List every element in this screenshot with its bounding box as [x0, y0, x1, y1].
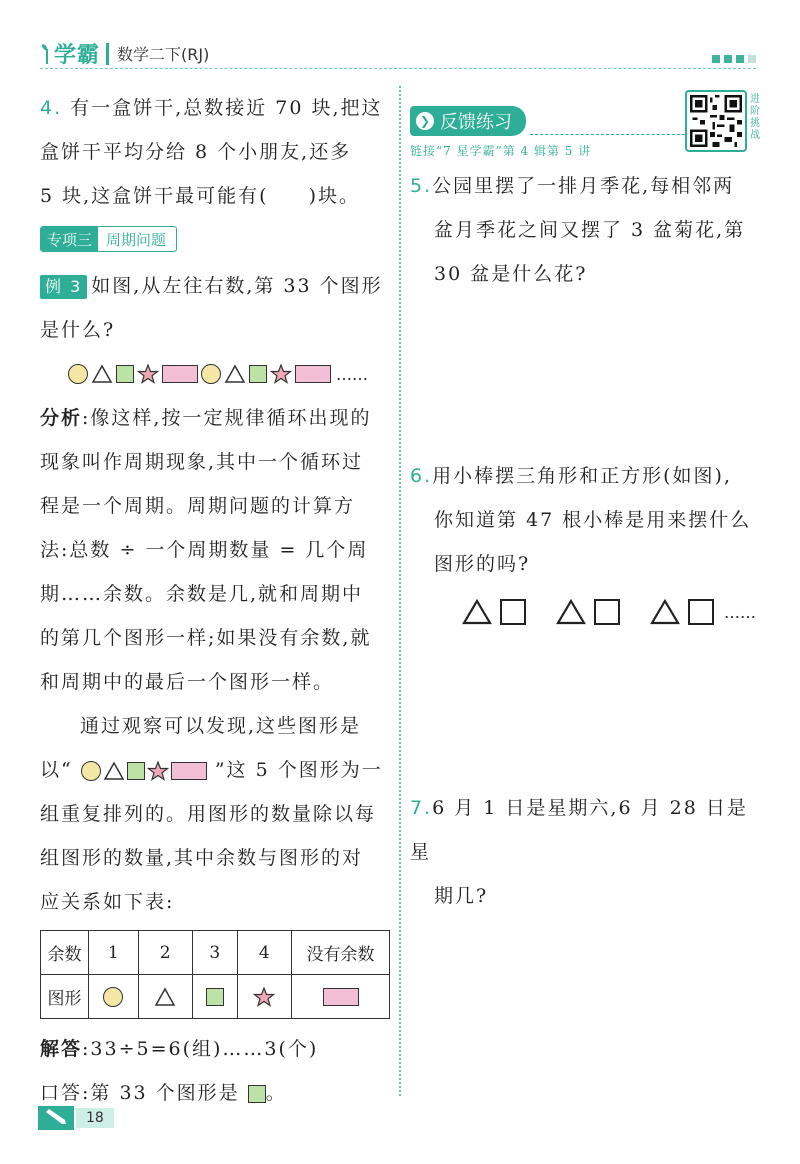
square-icon — [249, 365, 267, 383]
triangle-icon — [103, 761, 125, 781]
ellipsis: …… — [724, 602, 756, 622]
table-cell: 1 — [89, 931, 139, 975]
triangle-icon — [556, 599, 586, 625]
question-number: 5. — [410, 175, 433, 197]
question-text: 图形的吗? — [434, 553, 531, 575]
ellipsis: …… — [336, 364, 368, 384]
header-divider — [40, 68, 756, 69]
question-text: 你知道第 47 根小棒是用来摆什么 — [434, 509, 752, 531]
left-column — [40, 86, 390, 1115]
square-icon — [248, 1085, 266, 1103]
section-tag — [40, 226, 177, 252]
analysis-text: 期……余数。余数是几,就和周期中 — [40, 583, 364, 605]
rectangle-icon — [162, 365, 198, 383]
remainder-table — [40, 930, 390, 1019]
square-icon — [500, 599, 526, 625]
circle-icon — [103, 987, 123, 1007]
square-icon — [688, 599, 714, 625]
column-divider — [399, 86, 401, 1096]
question-text: 5 块,这盒饼干最可能有( — [40, 185, 269, 207]
circle-icon — [201, 364, 221, 384]
section-title: 周期问题 — [106, 230, 167, 249]
feedback-title: 反馈练习 — [440, 112, 512, 133]
section-label: 专项三 — [41, 227, 98, 251]
example-badge: 例 3 — [40, 275, 87, 299]
question-text: 公园里摆了一排月季花,每相邻两 — [432, 175, 735, 197]
page-header — [0, 0, 800, 80]
analysis-text: :像这样,按一定规律循环出现的 — [82, 407, 372, 429]
triangle-icon — [154, 987, 176, 1007]
table-cell — [192, 975, 237, 1019]
table-header: 图形 — [41, 975, 89, 1019]
stick-figures — [410, 590, 760, 634]
answer-text: 口答:第 33 个图形是 — [40, 1082, 240, 1104]
example-3 — [40, 264, 390, 396]
table-cell — [292, 975, 390, 1019]
shape-sequence — [40, 352, 390, 396]
analysis-label: 分析 — [40, 407, 83, 429]
question-5 — [410, 164, 760, 296]
rectangle-icon — [323, 988, 359, 1006]
table-header: 余数 — [41, 931, 89, 975]
table-cell: 2 — [138, 931, 192, 975]
triangle-icon — [462, 599, 492, 625]
question-text: )块。 — [308, 185, 361, 207]
circle-icon — [68, 364, 88, 384]
page-number: 18 — [76, 1108, 114, 1128]
solution — [40, 1027, 390, 1115]
arrow-icon: ❯ — [416, 112, 434, 130]
triangle-icon — [224, 364, 246, 384]
book-title: 数学二下(RJ) — [117, 45, 210, 64]
analysis-text: 组重复排列的。用图形的数量除以每 — [40, 803, 377, 825]
question-text: 6 月 1 日是星期六,6 月 28 日是星 — [410, 797, 748, 863]
analysis-text: ”这 5 个图形为一 — [214, 759, 383, 781]
question-text: 盆月季花之间又摆了 3 盆菊花,第 — [434, 219, 746, 241]
feedback-divider — [530, 134, 690, 135]
star-icon — [270, 364, 292, 384]
link-reference: 链接“7 星学霸”第 4 辑第 5 讲 — [410, 144, 592, 158]
square-icon — [594, 599, 620, 625]
analysis-text: 和周期中的最后一个图形一样。 — [40, 671, 335, 693]
leaf-icon — [40, 43, 54, 65]
logo-divider — [106, 43, 109, 65]
analysis-text: 以“ — [40, 759, 73, 781]
page-footer — [38, 1106, 114, 1130]
logo-text: 学霸 — [54, 43, 101, 68]
table-cell: 4 — [237, 931, 291, 975]
star-icon — [137, 364, 159, 384]
analysis-text: 通过观察可以发现,这些图形是 — [80, 715, 362, 737]
triangle-icon — [91, 364, 113, 384]
question-text: 期几? — [434, 885, 489, 907]
solution-label: 解答 — [40, 1038, 83, 1060]
analysis-text: 组图形的数量,其中余数与图形的对 — [40, 847, 364, 869]
answer-text: 。 — [265, 1082, 287, 1104]
rectangle-icon — [295, 365, 331, 383]
square-icon — [127, 762, 145, 780]
qr-side-label: 进阶挑战 — [750, 94, 760, 141]
cycle-shapes — [81, 761, 207, 781]
question-7 — [410, 786, 760, 918]
question-4 — [40, 86, 390, 218]
pen-icon — [38, 1106, 74, 1130]
right-column — [410, 86, 760, 907]
square-icon — [116, 365, 134, 383]
square-icon — [206, 988, 224, 1006]
table-cell — [89, 975, 139, 1019]
solution-text: :33÷5=6(组)……3(个) — [82, 1038, 319, 1060]
triangle-icon — [650, 599, 680, 625]
table-cell: 3 — [192, 931, 237, 975]
analysis — [40, 396, 390, 924]
star-icon — [253, 987, 275, 1007]
analysis-text: 法:总数 ÷ 一个周期数量 = 几个周 — [40, 539, 369, 561]
question-6 — [410, 454, 760, 634]
rectangle-icon — [171, 762, 207, 780]
header-decoration — [712, 55, 756, 63]
analysis-text: 应关系如下表: — [40, 891, 175, 913]
analysis-text: 的第几个图形一样;如果没有余数,就 — [40, 627, 372, 649]
question-text: 盒饼干平均分给 8 个小朋友,还多 — [40, 141, 352, 163]
table-cell: 没有余数 — [292, 931, 390, 975]
example-text: 是什么? — [40, 319, 116, 341]
feedback-banner — [410, 106, 526, 136]
circle-icon — [81, 761, 101, 781]
table-row — [41, 975, 390, 1019]
question-text: 用小棒摆三角形和正方形(如图), — [432, 465, 733, 487]
example-text: 如图,从左往右数,第 33 个图形 — [91, 275, 383, 297]
analysis-text: 程是一个周期。周期问题的计算方 — [40, 495, 356, 517]
analysis-text: 现象叫作周期现象,其中一个循环过 — [40, 451, 364, 473]
question-number: 7. — [410, 797, 433, 819]
question-text: 30 盆是什么花? — [434, 263, 588, 285]
table-row — [41, 931, 390, 975]
question-number: 6. — [410, 465, 433, 487]
table-cell — [138, 975, 192, 1019]
table-cell — [237, 975, 291, 1019]
star-icon — [147, 761, 169, 781]
qr-code-icon[interactable] — [685, 90, 747, 152]
brand-logo — [40, 38, 209, 69]
question-number: 4. — [40, 97, 63, 119]
question-text: 有一盒饼干,总数接近 70 块,把这 — [70, 97, 383, 119]
